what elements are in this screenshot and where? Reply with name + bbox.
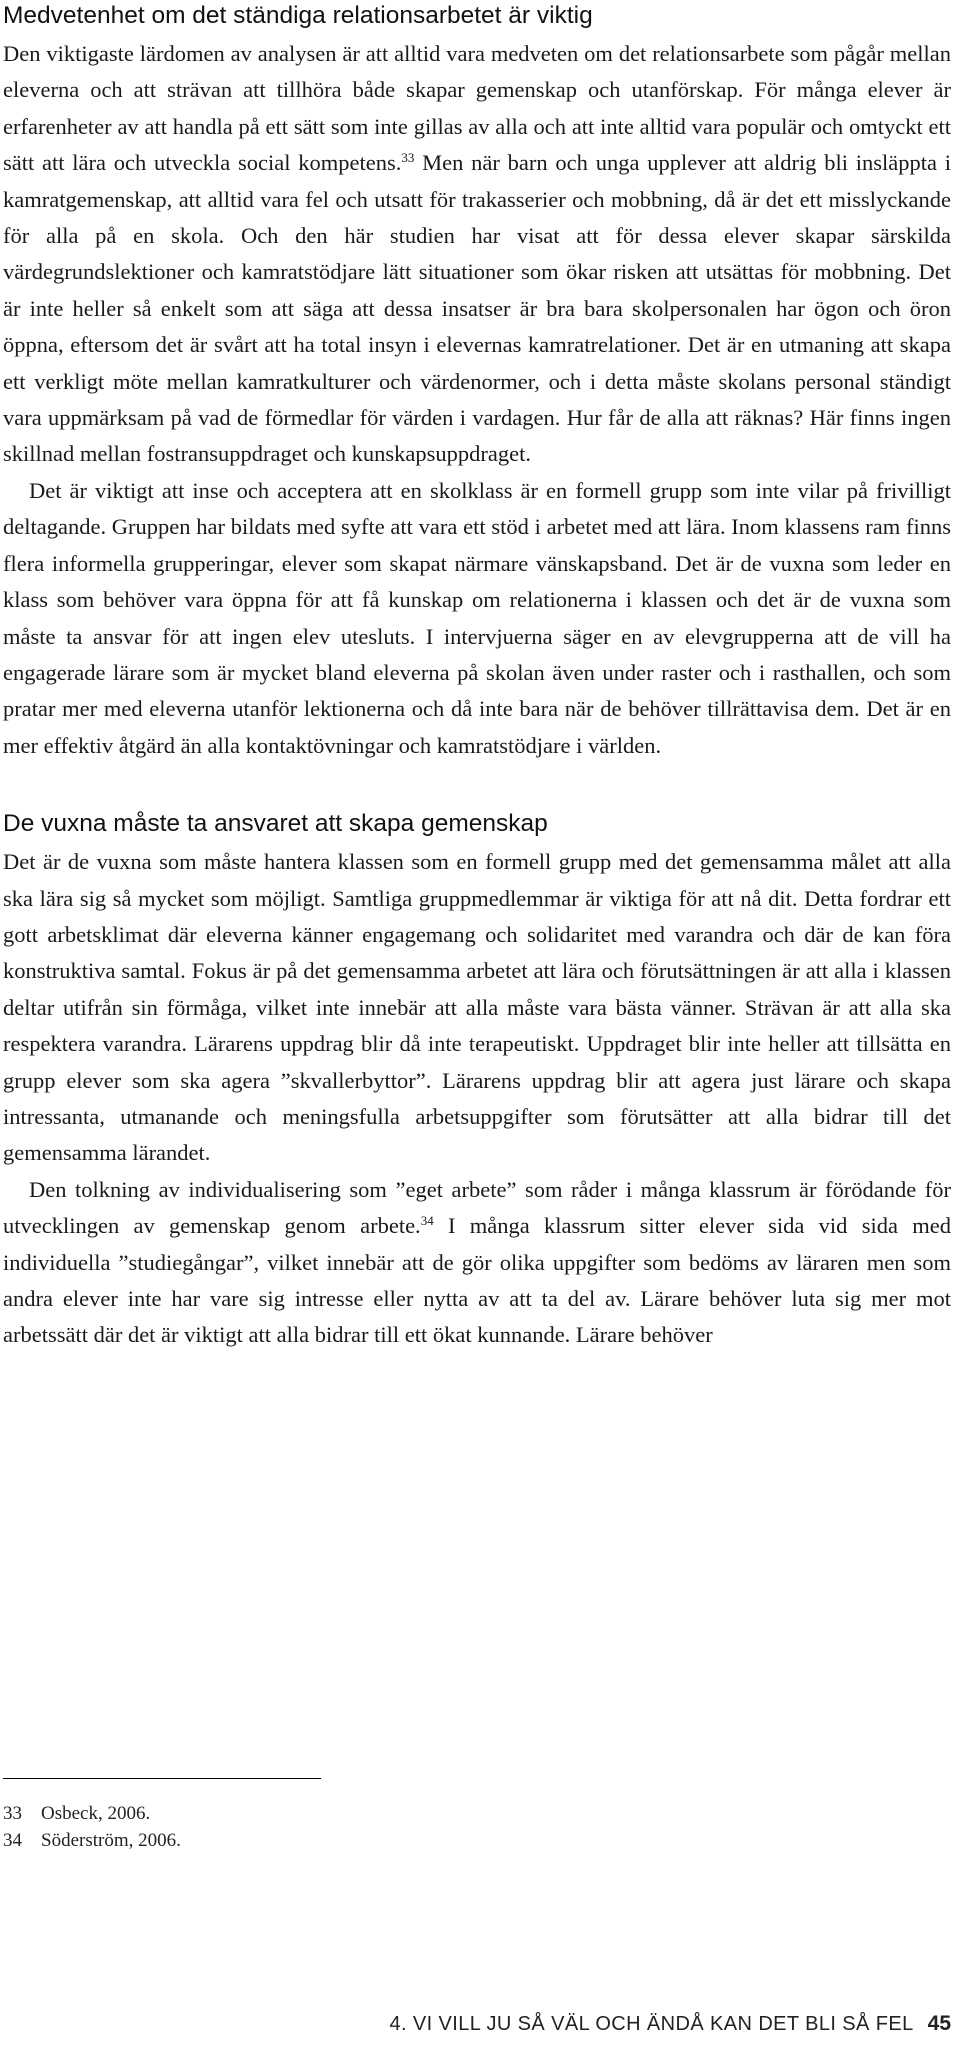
chapter-title: 4. VI VILL JU SÅ VÄL OCH ÄNDÅ KAN DET BLI SÅ FEL [389, 2013, 914, 2035]
running-footer [389, 2012, 951, 2036]
footnote-reference[interactable]: 33 [401, 150, 415, 166]
footnote-text: Söderström, 2006. [41, 1830, 181, 1851]
paragraph: Det är viktigt att inse och acceptera att en skolklass är en formell grupp som inte vilar på frivilligt deltagande. Gruppen har bildats med syfte att vara ett stöd i arbetet med att lära. Inom klassens ram finns flera informella grupperingar, elever som skapat närmare vänskapsband. Det är de vuxna som leder en klass som behöver vara öppna för att få kunskap om relationerna i klassen och det är de vuxna som måste ta ansvar för att ingen elev utesluts. I intervjuerna säger en av elevgrupperna att de vill ha engagerade lärare som är mycket bland eleverna på skolan även under raster och i rasthallen, och som pratar mer med eleverna utanför lektionerna och då inte bara när de behöver tillrättavisa dem. Det är en mer effektiv åtgärd än alla kontaktövningar och kamratstödjare i världen. [3, 477, 951, 758]
footnote [3, 1800, 603, 1827]
paragraph-text: Den viktigaste lärdomen av analysen är att alltid vara medveten om det relationsarbete som pågår mellan eleverna och att strävan att tillhöra både skapar gemenskap och utanförskap. För många elever är erfarenheter av att handla på ett sätt som inte gillas av alla och att inte alltid vara populär och omtyckt ett sätt att lära och utveckla social kompetens. [3, 41, 951, 176]
page-number: 45 [927, 2012, 951, 2035]
paragraph-text: I många klassrum sitter elever sida vid sida med individuella ”studiegångar”, vilket innebär att de gör olika uppgifter som bedöms av läraren men som andra elever inte har vare sig intresse eller nytta av att ta del av. Lärare behöver luta sig mer mot arbetssätt där det är viktigt att alla bidrar till ett ökat kunnande. Lärare behöver [3, 1213, 952, 1348]
section-heading: Medvetenhet om det ständiga relationsarbetet är viktig [3, 2, 593, 29]
paragraph-text: Men när barn och unga upplever att aldrig bli insläppta i kamratgemenskap, att alltid vara fel och utsatt för trakasserier och mobbning, då är det ett misslyckande för alla på en skola. Och den här studien har visat att för dessa elever skapar särskilda värdegrundslektioner och kamratstödjare lätt situationer som ökar risken att utsättas för mobbning. Det är inte heller så enkelt som att säga att dessa insatser är bra bara skolpersonalen har ögon och öron öppna, eftersom det är svårt att ha total insyn i elevernas kamratrelationer. Det är en utmaning att skapa ett verkligt möte mellan kamratkulturer och värdenormer, och i detta måste skolans personal ständigt vara uppmärksam på vad de förmedlar för värden i vardagen. Hur får de alla att räknas? Här finns ingen skillnad mellan fostransuppdraget och kunskapsuppdraget. [3, 150, 951, 467]
footnote [3, 1827, 603, 1854]
body-text [3, 0, 951, 1354]
footnote-divider [3, 1778, 321, 1779]
paragraph [3, 1172, 951, 1354]
paragraph [3, 36, 951, 473]
footnote-number: 33 [3, 1803, 22, 1824]
footnote-number: 34 [3, 1830, 22, 1851]
footnote-text: Osbeck, 2006. [41, 1803, 151, 1824]
paragraph-text: Den tolkning av individualisering som ”eget arbete” som råder i många klassrum är förödande för utvecklingen av gemenskap genom arbete. [3, 1176, 951, 1239]
paragraph: Det är de vuxna som måste hantera klassen som en formell grupp med det gemensamma målet att alla ska lära sig så mycket som möjligt. Samtliga gruppmedlemmar är viktiga för att nå dit. Detta fordrar ett gott arbetsklimat där eleverna känner engagemang och solidaritet med varandra och där de kan föra konstruktiva samtal. Fokus är på det gemensamma arbetet att lära och förutsättningen är att alla i klassen deltar utifrån sin förmåga, vilket inte innebär att alla måste vara bästa vänner. Strävan är att alla ska respektera varandra. Lärarens uppdrag blir då inte terapeutiskt. Uppdraget blir inte heller att tillsätta en grupp elever som ska agera ”skvallerbyttor”. Lärarens uppdrag blir att agera just lärare och skapa intressanta, utmanande och meningsfulla arbetsuppgifter som förutsätter att alla bidrar till det gemensamma lärandet. [3, 849, 951, 1166]
footnotes [3, 1800, 603, 1854]
section-heading: De vuxna måste ta ansvaret att skapa gemenskap [3, 810, 548, 838]
footnote-reference[interactable]: 34 [420, 1213, 434, 1229]
